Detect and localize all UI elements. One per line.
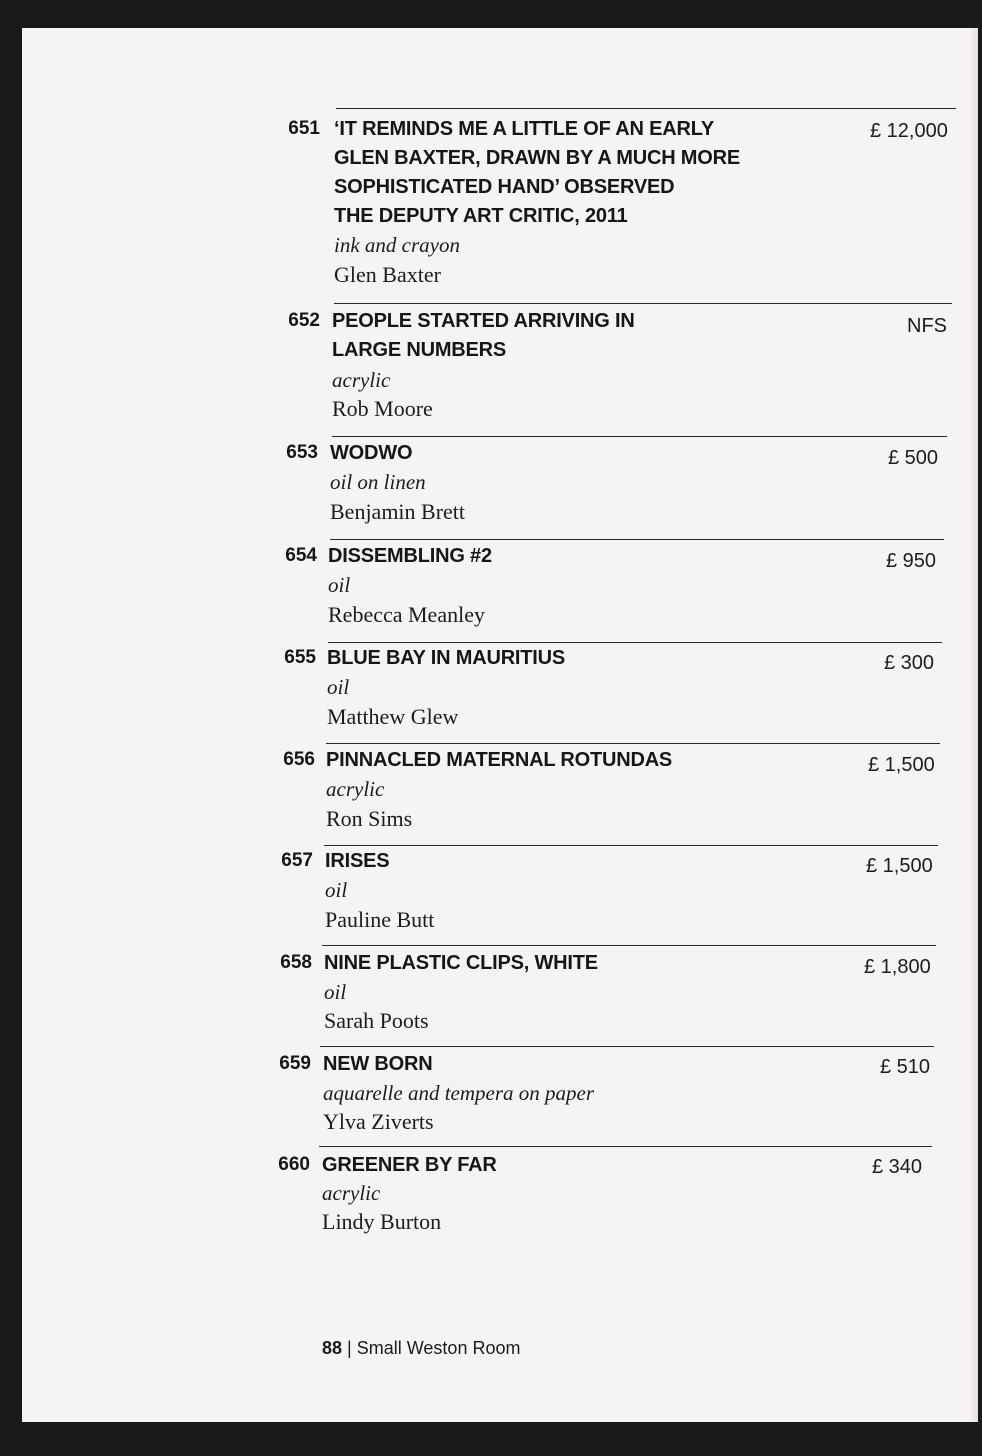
artwork-title <box>332 307 832 365</box>
lot-number: 654 <box>285 545 317 566</box>
title-line: IRISES <box>325 850 390 872</box>
artist-name: Sarah Poots <box>324 1008 429 1033</box>
entry-divider <box>324 845 938 846</box>
price: £ 1,500 <box>868 754 935 776</box>
catalogue-page <box>22 28 978 1422</box>
lot-number: 653 <box>286 442 318 463</box>
entry-divider <box>336 108 956 109</box>
price: £ 300 <box>884 652 935 674</box>
artwork-medium: acrylic <box>322 1181 381 1205</box>
entry-divider <box>319 1146 932 1147</box>
price: £ 1,800 <box>864 956 931 978</box>
lot-number: 657 <box>281 850 313 871</box>
price: £ 1,500 <box>866 855 933 877</box>
title-line: ‘IT REMINDS ME A LITTLE OF AN EARLY <box>334 118 715 140</box>
artwork-title <box>327 644 827 673</box>
artwork-title <box>322 1151 822 1180</box>
entry-divider <box>328 642 942 643</box>
artwork-title <box>323 1050 823 1079</box>
artwork-title <box>328 542 828 571</box>
title-line: SOPHISTICATED HAND’ OBSERVED <box>334 176 675 198</box>
price: £ 12,000 <box>870 120 948 142</box>
lot-number: 655 <box>284 647 316 668</box>
price: £ 510 <box>880 1056 931 1078</box>
artist-name: Pauline Butt <box>325 907 435 932</box>
artist-name: Rob Moore <box>332 396 433 421</box>
section-name: Small Weston Room <box>356 1338 521 1358</box>
artwork-title <box>330 439 830 468</box>
page-number: 88 <box>322 1338 343 1358</box>
artwork-medium: acrylic <box>332 368 391 392</box>
artist-name: Matthew Glew <box>327 704 459 729</box>
lot-number: 656 <box>283 749 315 770</box>
title-line: LARGE NUMBERS <box>332 339 507 361</box>
artwork-title <box>325 847 825 876</box>
entry-divider <box>320 1046 934 1047</box>
title-line: WODWO <box>330 442 413 464</box>
page-edge-shadow <box>968 28 978 1422</box>
artwork-medium: aquarelle and tempera on paper <box>323 1081 595 1105</box>
lot-number: 652 <box>288 310 320 331</box>
artwork-medium: oil <box>328 573 351 597</box>
entry-divider <box>334 303 952 304</box>
lot-number: 658 <box>280 952 312 973</box>
title-line: PEOPLE STARTED ARRIVING IN <box>332 310 635 332</box>
artist-name: Ylva Ziverts <box>323 1109 434 1134</box>
title-line: GLEN BAXTER, DRAWN BY A MUCH MORE <box>334 147 740 169</box>
page-footer <box>322 1338 520 1359</box>
artwork-medium: oil <box>324 980 347 1004</box>
artwork-medium: oil <box>325 878 348 902</box>
title-line: THE DEPUTY ART CRITIC, 2011 <box>334 205 628 227</box>
title-line: NINE PLASTIC CLIPS, WHITE <box>324 952 598 974</box>
artist-name: Glen Baxter <box>334 262 441 287</box>
price: £ 500 <box>888 447 939 469</box>
title-line: NEW BORN <box>323 1053 433 1075</box>
title-line: PINNACLED MATERNAL ROTUNDAS <box>326 749 673 771</box>
price: £ 340 <box>872 1156 923 1178</box>
entry-divider <box>322 945 936 946</box>
artist-name: Benjamin Brett <box>330 499 466 524</box>
entry-divider <box>326 743 940 744</box>
title-line: GREENER BY FAR <box>322 1154 497 1176</box>
lot-number: 659 <box>279 1053 311 1074</box>
footer-separator: | <box>347 1338 352 1358</box>
entry-divider <box>332 436 947 437</box>
price: NFS <box>907 315 947 337</box>
title-line: BLUE BAY IN MAURITIUS <box>327 647 566 669</box>
artist-name: Rebecca Meanley <box>328 602 485 627</box>
lot-number: 651 <box>288 118 320 139</box>
artwork-title <box>334 115 854 231</box>
artist-name: Lindy Burton <box>322 1209 442 1234</box>
artist-name: Ron Sims <box>326 806 413 831</box>
lot-number: 660 <box>278 1154 310 1175</box>
artwork-medium: oil on linen <box>330 470 426 494</box>
artwork-medium: acrylic <box>326 777 385 801</box>
artwork-medium: ink and crayon <box>334 233 460 257</box>
price: £ 950 <box>886 550 937 572</box>
artwork-title <box>324 949 824 978</box>
entry-divider <box>330 539 944 540</box>
artwork-title <box>326 746 826 775</box>
artwork-medium: oil <box>327 675 350 699</box>
title-line: DISSEMBLING #2 <box>328 545 492 567</box>
